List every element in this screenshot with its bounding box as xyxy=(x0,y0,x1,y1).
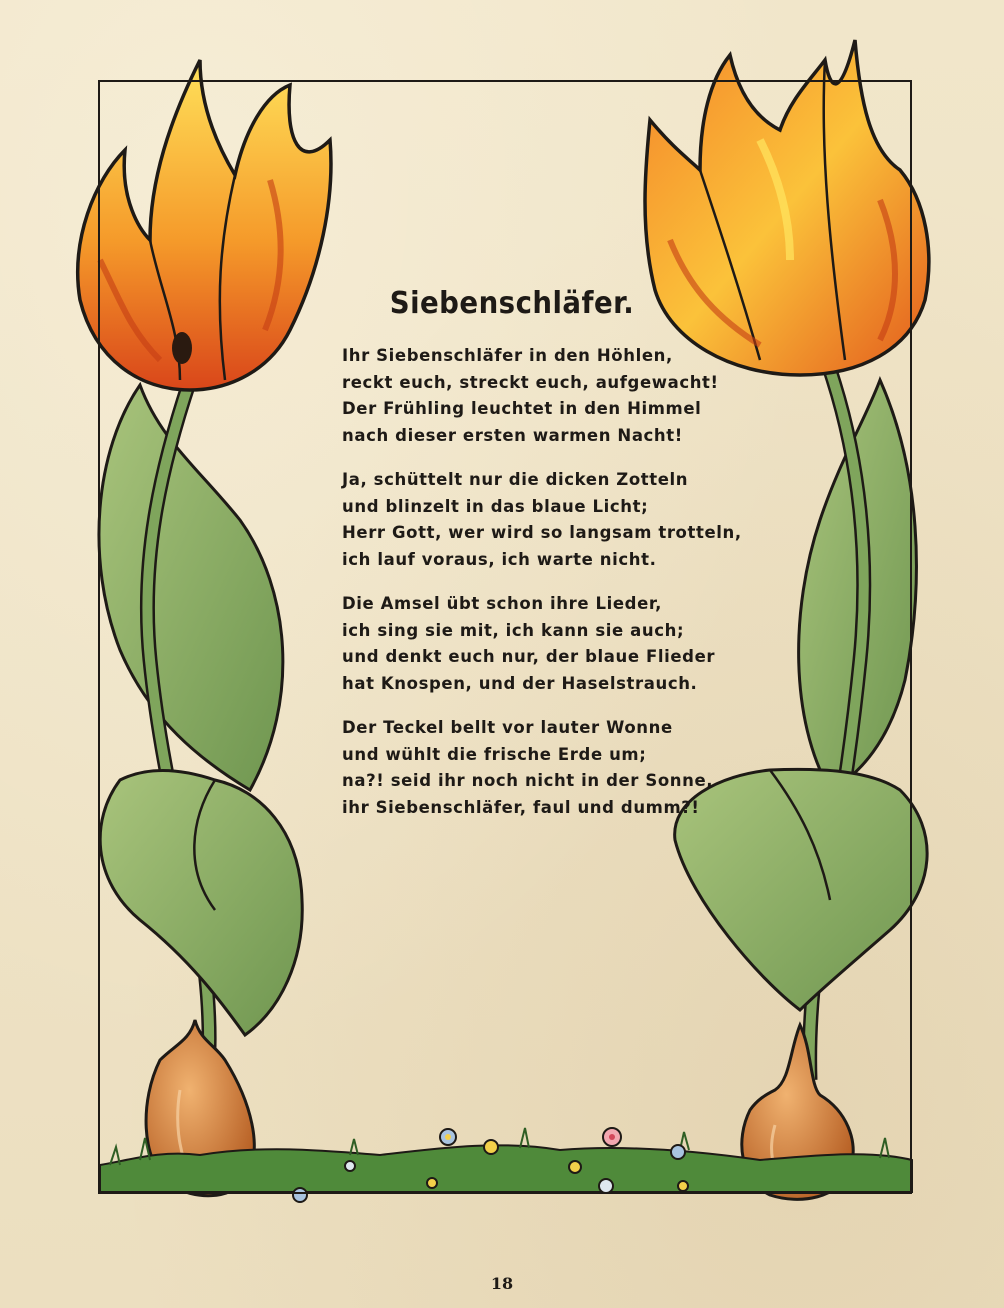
poem-line: reckt euch, streckt euch, aufgewacht! xyxy=(342,372,719,392)
poem-line: ich sing sie mit, ich kann sie auch; xyxy=(342,620,685,640)
poem-line: und blinzelt in das blaue Licht; xyxy=(342,496,649,516)
poem-line: und denkt euch nur, der blaue Flieder xyxy=(342,647,716,666)
poem-line: Ihr Siebenschläfer in den Höhlen, xyxy=(342,346,673,365)
page-number: 18 xyxy=(490,1274,514,1293)
poem-line: Der Frühling leuchtet in den Himmel xyxy=(342,399,702,418)
poem-line: hat Knospen, und der Haselstrauch. xyxy=(342,673,698,693)
poem-title: Siebenschläfer. xyxy=(389,286,635,321)
poem xyxy=(332,286,742,839)
poem-line: ich lauf voraus, ich warte nicht. xyxy=(342,549,657,569)
poem-line: Die Amsel übt schon ihre Lieder, xyxy=(342,594,663,613)
stanza xyxy=(342,343,719,449)
poem-line: nach dieser ersten warmen Nacht! xyxy=(342,425,683,445)
poem-line: Der Teckel bellt vor lauter Wonne xyxy=(342,718,673,737)
poem-line: Herr Gott, wer wird so langsam trotteln, xyxy=(342,523,742,542)
stanza xyxy=(342,467,742,573)
poem-line: ihr Siebenschläfer, faul und dumm?! xyxy=(342,797,700,817)
stanza xyxy=(342,591,716,697)
poem-line: und wühlt die frische Erde um; xyxy=(342,744,647,764)
poem-line: Ja, schüttelt nur die dicken Zotteln xyxy=(342,470,689,489)
poem-line: na?! seid ihr noch nicht in der Sonne, xyxy=(342,771,714,790)
stanza xyxy=(342,715,714,821)
